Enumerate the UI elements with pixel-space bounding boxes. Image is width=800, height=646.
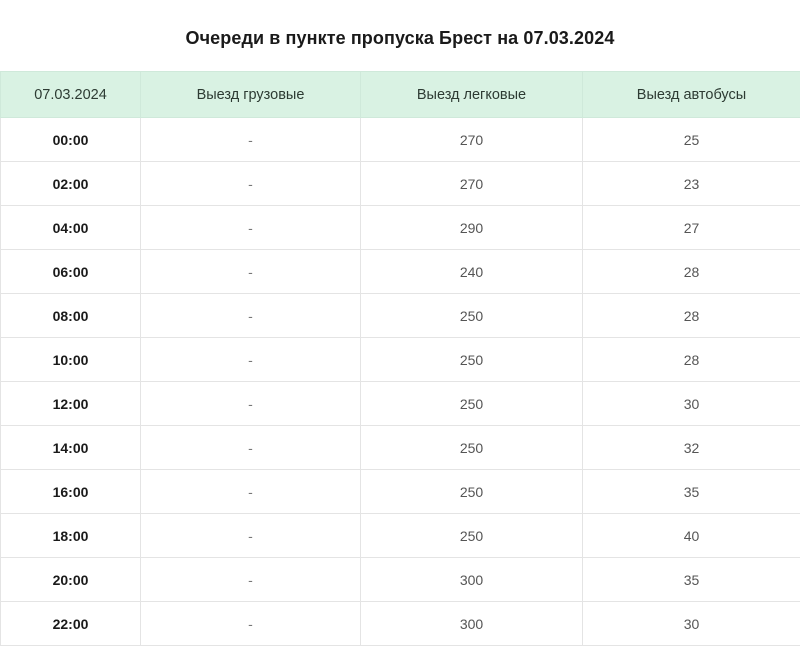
- cell-buses: 27: [583, 206, 800, 250]
- cell-time: 08:00: [1, 294, 141, 338]
- cell-trucks: -: [141, 294, 361, 338]
- cell-cars: 300: [361, 602, 583, 646]
- cell-buses: 28: [583, 250, 800, 294]
- table-row: [1, 382, 800, 426]
- table-row: [1, 426, 800, 470]
- cell-trucks: -: [141, 250, 361, 294]
- cell-time: 16:00: [1, 470, 141, 514]
- cell-cars: 250: [361, 338, 583, 382]
- column-header-cars: Выезд легковые: [361, 72, 583, 118]
- cell-time: 18:00: [1, 514, 141, 558]
- cell-time: 06:00: [1, 250, 141, 294]
- page-title: Очереди в пункте пропуска Брест на 07.03.2024: [0, 0, 800, 71]
- cell-time: 12:00: [1, 382, 141, 426]
- cell-time: 20:00: [1, 558, 141, 602]
- column-header-trucks: Выезд грузовые: [141, 72, 361, 118]
- table-row: [1, 294, 800, 338]
- cell-buses: 35: [583, 470, 800, 514]
- cell-buses: 35: [583, 558, 800, 602]
- table-row: [1, 602, 800, 646]
- column-header-buses: Выезд автобусы: [583, 72, 800, 118]
- cell-time: 04:00: [1, 206, 141, 250]
- cell-cars: 250: [361, 382, 583, 426]
- table-row: [1, 338, 800, 382]
- cell-trucks: -: [141, 206, 361, 250]
- cell-buses: 32: [583, 426, 800, 470]
- cell-cars: 300: [361, 558, 583, 602]
- cell-buses: 28: [583, 294, 800, 338]
- cell-cars: 250: [361, 426, 583, 470]
- column-header-date: 07.03.2024: [1, 72, 141, 118]
- table-header-row: [1, 72, 800, 118]
- cell-trucks: -: [141, 426, 361, 470]
- cell-cars: 250: [361, 294, 583, 338]
- cell-buses: 25: [583, 118, 800, 162]
- cell-time: 22:00: [1, 602, 141, 646]
- cell-buses: 40: [583, 514, 800, 558]
- cell-trucks: -: [141, 558, 361, 602]
- cell-trucks: -: [141, 338, 361, 382]
- cell-cars: 270: [361, 118, 583, 162]
- cell-trucks: -: [141, 514, 361, 558]
- cell-buses: 28: [583, 338, 800, 382]
- table-body: [1, 118, 800, 646]
- table-header: [1, 72, 800, 118]
- cell-buses: 30: [583, 602, 800, 646]
- border-queue-table: [0, 71, 800, 646]
- cell-cars: 270: [361, 162, 583, 206]
- cell-trucks: -: [141, 118, 361, 162]
- cell-time: 00:00: [1, 118, 141, 162]
- table-row: [1, 250, 800, 294]
- cell-time: 14:00: [1, 426, 141, 470]
- table-row: [1, 206, 800, 250]
- cell-time: 02:00: [1, 162, 141, 206]
- table-row: [1, 470, 800, 514]
- table-row: [1, 162, 800, 206]
- cell-cars: 290: [361, 206, 583, 250]
- cell-buses: 30: [583, 382, 800, 426]
- cell-cars: 250: [361, 514, 583, 558]
- cell-time: 10:00: [1, 338, 141, 382]
- cell-trucks: -: [141, 602, 361, 646]
- table-row: [1, 118, 800, 162]
- cell-buses: 23: [583, 162, 800, 206]
- cell-trucks: -: [141, 162, 361, 206]
- cell-trucks: -: [141, 382, 361, 426]
- cell-cars: 240: [361, 250, 583, 294]
- cell-trucks: -: [141, 470, 361, 514]
- table-row: [1, 514, 800, 558]
- cell-cars: 250: [361, 470, 583, 514]
- table-row: [1, 558, 800, 602]
